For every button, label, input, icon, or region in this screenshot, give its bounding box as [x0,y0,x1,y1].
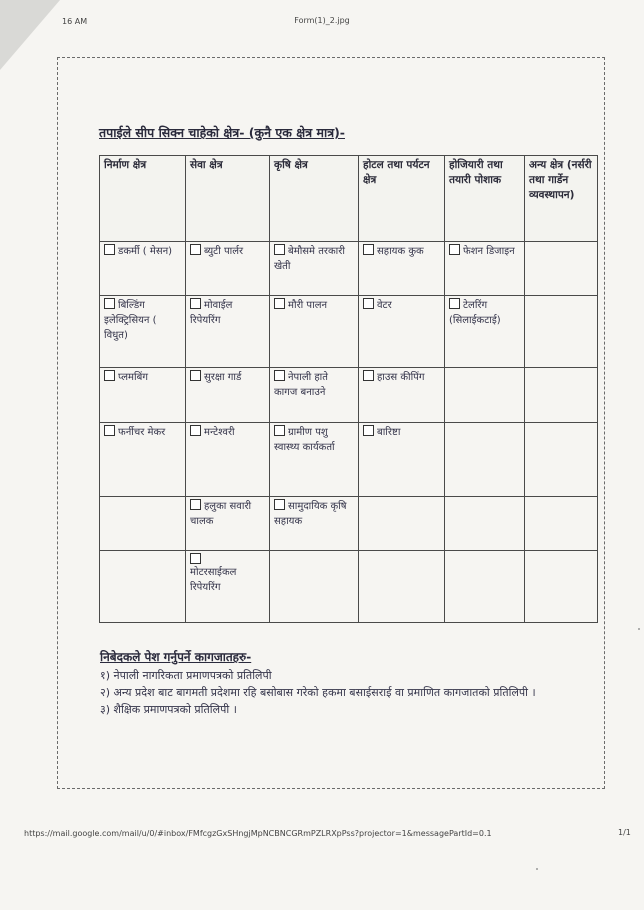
table-cell-empty [525,551,598,623]
option-label: बारिष्टा [377,427,401,438]
footer-url: https://mail.google.com/mail/u/0/#inbox/FMfcgzGxSHngjMpNCBNCGRmPZLRXpPss?projector=1&messagePartId=0.1 [24,829,492,838]
checkbox[interactable] [104,370,115,381]
checkbox[interactable] [104,425,115,436]
checkbox[interactable] [190,370,201,381]
checkbox[interactable] [363,298,374,309]
checkbox[interactable] [363,244,374,255]
option-label: टेलरिंग (सिलाईकटाई) [449,300,501,326]
scan-speck [536,868,538,870]
header-agriculture: कृषि क्षेत्र [270,156,359,242]
table-cell-empty [100,551,186,623]
table-cell[interactable] [445,296,525,368]
table-cell[interactable] [445,242,525,296]
option-label: प्लमबिंग [118,372,148,383]
table-cell[interactable] [270,296,359,368]
option-label: ग्रामीण पशु स्वास्थ्य कार्यकर्ता [274,427,335,453]
option-label: मोटरसाईकल रिपेयरिंग [190,567,237,593]
checkbox[interactable] [363,425,374,436]
table-cell-empty [270,551,359,623]
required-documents-heading: निबेदकले पेश गर्नुपर्ने कागजातहरु- [100,650,252,664]
checkbox[interactable] [449,298,460,309]
table-cell[interactable] [186,242,270,296]
table-cell[interactable] [186,296,270,368]
checkbox[interactable] [104,244,115,255]
header-hosiery-garments: होजियारी तथा तयारी पोशाक [445,156,525,242]
table-cell-empty [525,242,598,296]
option-label: सामुदायिक कृषि सहायक [274,501,347,527]
table-cell-empty [525,423,598,497]
table-cell-empty [359,551,445,623]
table-cell[interactable] [100,296,186,368]
skill-area-table [99,155,598,623]
print-header-title: Form(1)_2.jpg [294,16,350,25]
table-cell[interactable] [359,423,445,497]
page-fold-corner [0,0,60,70]
table-row [100,551,598,623]
checkbox[interactable] [190,244,201,255]
table-cell[interactable] [359,242,445,296]
table-row [100,497,598,551]
checkbox[interactable] [449,244,460,255]
document-item: १) नेपाली नागरिकता प्रमाणपत्रको प्रतिलिपी [100,669,272,682]
table-cell-empty [445,423,525,497]
option-label: बिल्डिंग इलेक्ट्रिसियन ( विधुत) [104,300,157,341]
checkbox[interactable] [190,425,201,436]
table-cell[interactable] [186,497,270,551]
option-label: मन्टेश्वरी [204,427,235,438]
checkbox[interactable] [274,244,285,255]
option-label: फेशन डिजाइन [463,246,515,257]
table-row [100,296,598,368]
table-cell[interactable] [270,242,359,296]
checkbox[interactable] [190,499,201,510]
table-header-row [100,156,598,242]
option-label: फर्नीचर मेकर [118,427,166,438]
option-label: मोवाईल रिपेयरिंग [190,300,233,326]
table-row [100,368,598,423]
table-cell[interactable] [186,551,270,623]
table-cell-empty [445,497,525,551]
document-item: ३) शैक्षिक प्रमाणपत्रको प्रतिलिपी । [100,703,237,716]
checkbox[interactable] [274,425,285,436]
scan-speck [638,628,640,630]
header-hotel-tourism: होटल तथा पर्यटन क्षेत्र [359,156,445,242]
table-cell-empty [359,497,445,551]
table-row [100,423,598,497]
table-cell[interactable] [270,497,359,551]
option-label: डकर्मी ( मेसन) [118,246,173,257]
header-construction: निर्माण क्षेत्र [100,156,186,242]
option-label: बेमौसमे तरकारी खेती [274,246,345,272]
footer-page-number: 1/1 [618,828,631,837]
option-label: मौरी पालन [288,300,328,311]
table-cell-empty [525,296,598,368]
table-row [100,242,598,296]
table-cell[interactable] [100,423,186,497]
option-label: हाउस कीपिंग [377,372,425,383]
table-cell[interactable] [186,423,270,497]
print-header-time: 16 AM [62,17,88,26]
table-cell-empty [100,497,186,551]
checkbox[interactable] [190,298,201,309]
header-service: सेवा क्षेत्र [186,156,270,242]
option-label: वेटर [377,300,392,311]
table-cell-empty [525,368,598,423]
checkbox[interactable] [274,298,285,309]
checkbox[interactable] [363,370,374,381]
checkbox[interactable] [274,370,285,381]
option-label: नेपाली हाते कागज बनाउने [274,372,328,398]
table-cell[interactable] [359,368,445,423]
option-label: हलुका सवारी चालक [190,501,252,527]
section-heading: तपाईले सीप सिक्न चाहेको क्षेत्र- (कुनै एक क्षेत्र मात्र)- [99,125,345,140]
table-cell[interactable] [100,368,186,423]
table-cell[interactable] [359,296,445,368]
table-cell-empty [445,368,525,423]
document-item: २) अन्य प्रदेश बाट बागमती प्रदेशमा रहि बसोबास गरेको हकमा बसाईसराई वा प्रमाणित कागजातको प्रतिलिपी । [100,686,536,699]
table-cell-empty [525,497,598,551]
required-documents [100,648,580,718]
header-other: अन्य क्षेत्र (नर्सरी तथा गार्डेन व्यवस्थापन) [525,156,598,242]
table-cell[interactable] [100,242,186,296]
checkbox[interactable] [274,499,285,510]
table-cell[interactable] [270,423,359,497]
checkbox[interactable] [104,298,115,309]
table-cell[interactable] [186,368,270,423]
table-cell-empty [445,551,525,623]
option-label: सहायक कुक [377,246,424,257]
checkbox[interactable] [190,553,201,564]
option-label: ब्युटी पार्लर [204,246,244,257]
table-cell[interactable] [270,368,359,423]
option-label: सुरक्षा गार्ड [204,372,242,383]
